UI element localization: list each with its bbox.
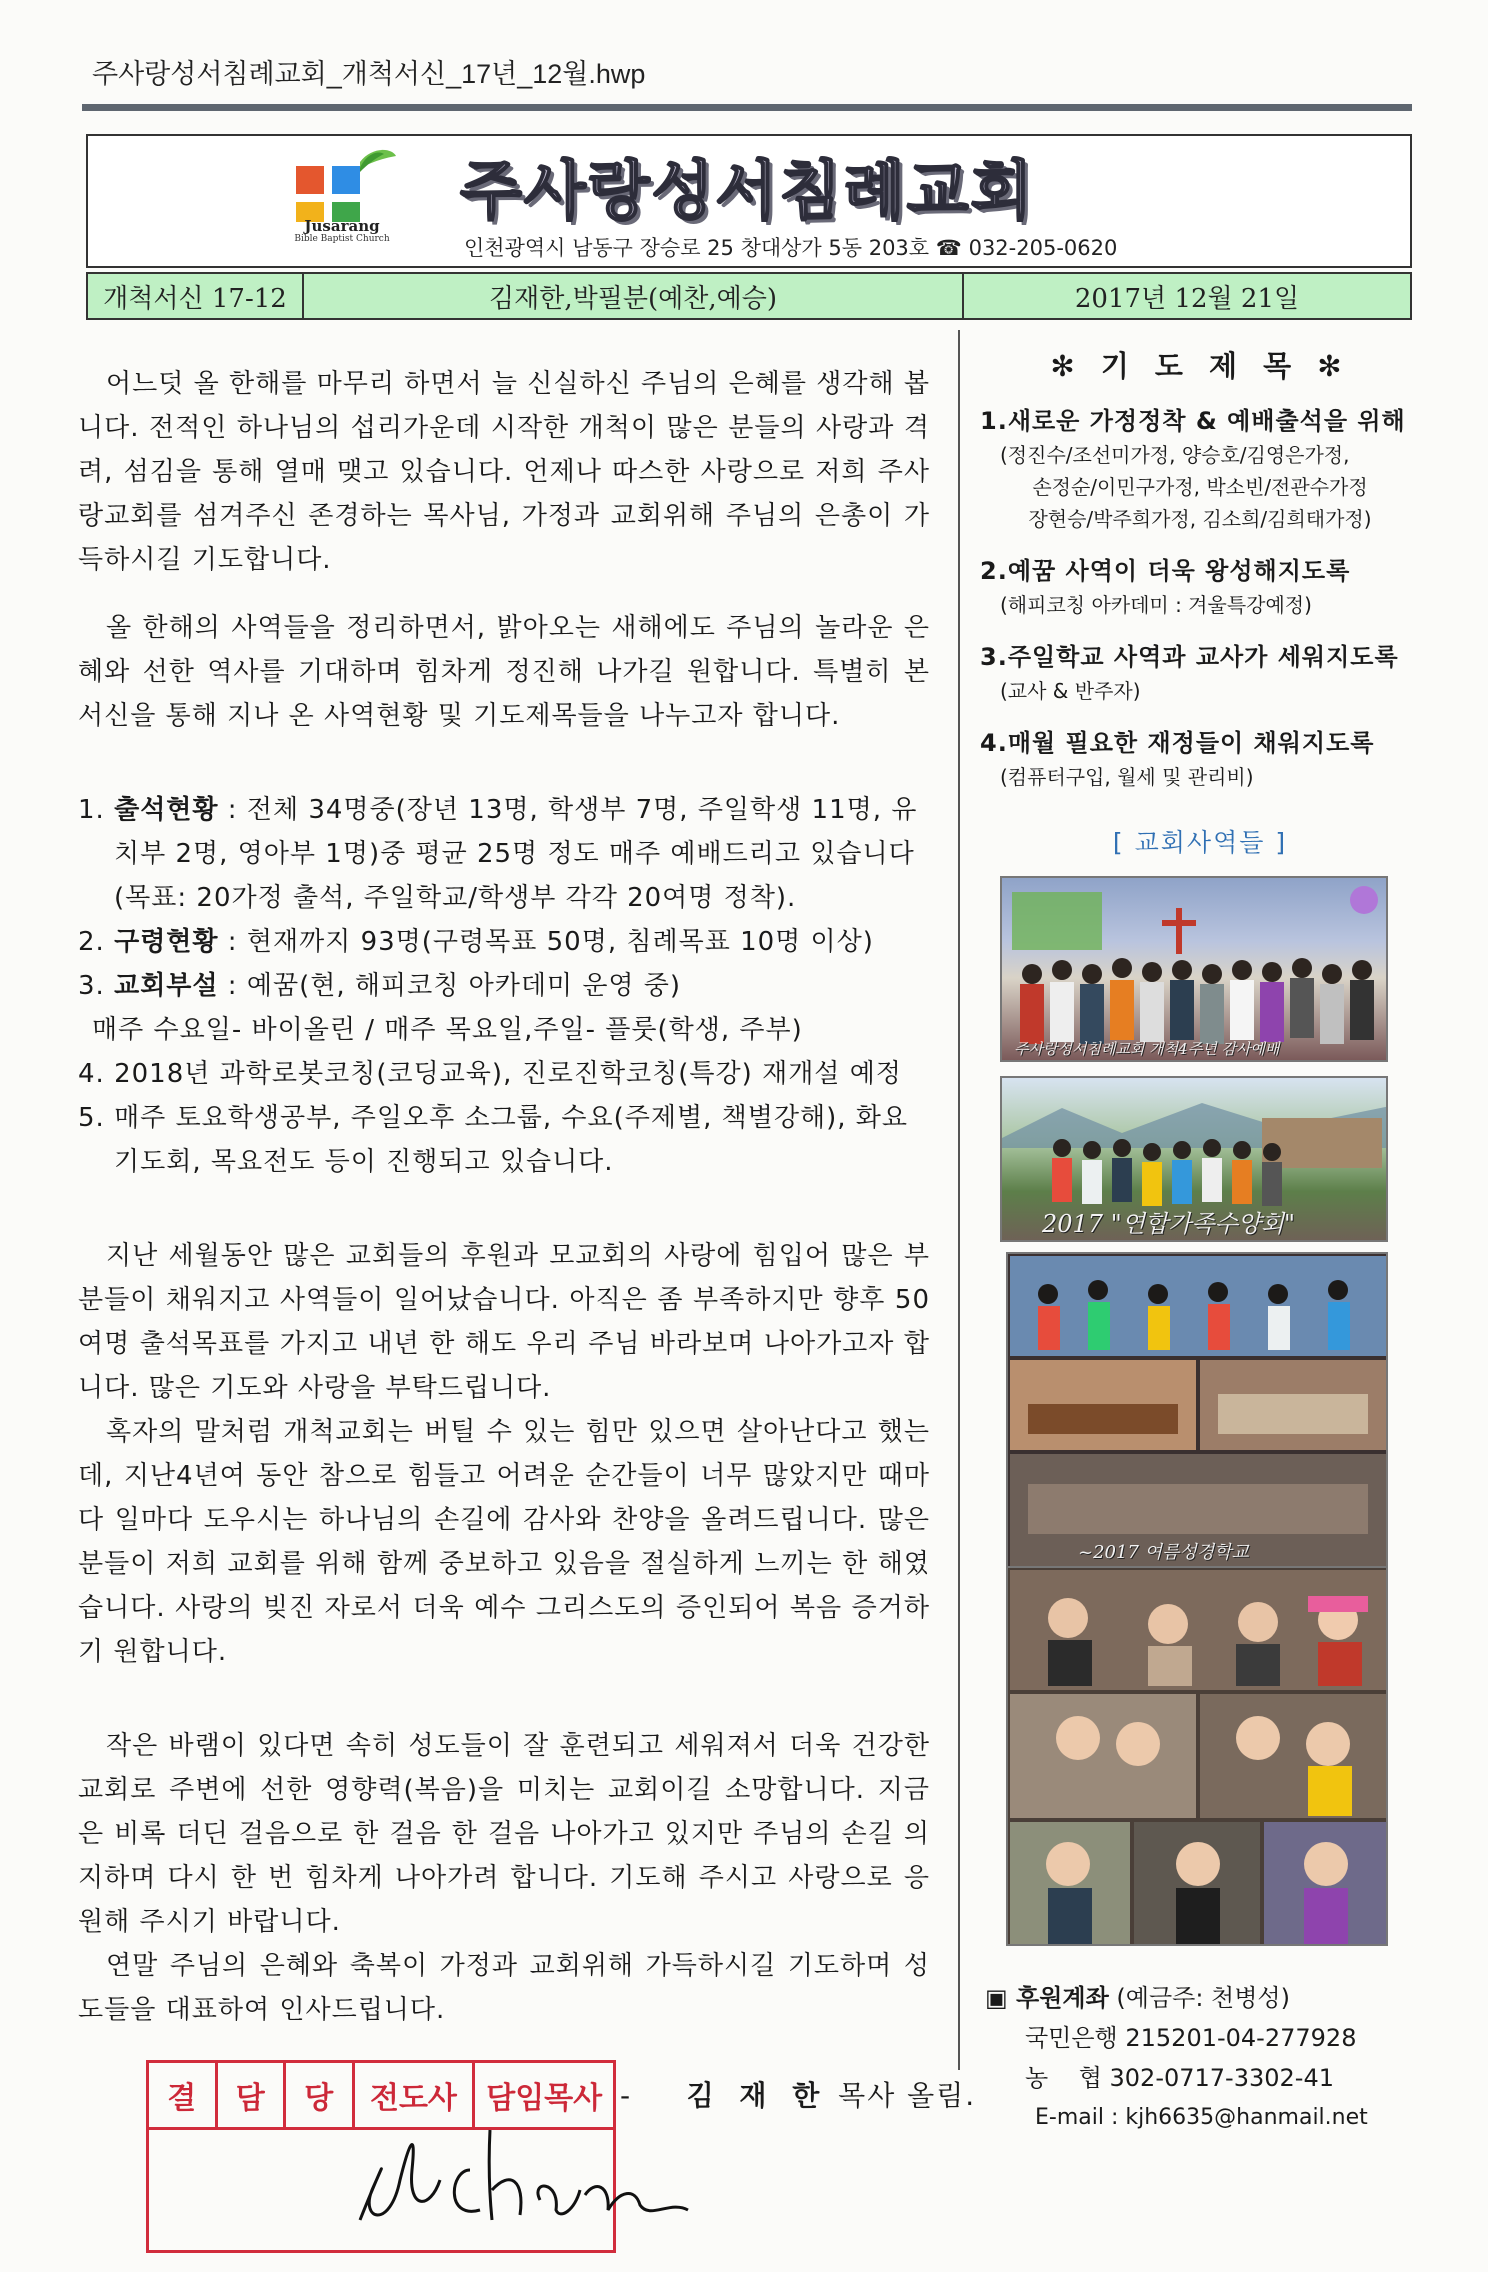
header-rule (82, 104, 1412, 111)
stamp-cell: 담 (218, 2063, 287, 2127)
signature-line (620, 2074, 976, 2114)
status-item-affiliate (78, 964, 930, 1008)
account-nonghyup: 농 협 302-0717-3302-41 (1025, 2064, 1334, 2092)
file-name: 주사랑성서침례교회_개척서신_17년_12월.hwp (92, 59, 646, 89)
issue-info-bar (86, 272, 1412, 320)
prayer-head: 3.주일학교 사역과 교사가 세워지도록 (980, 643, 1399, 671)
handwritten-signature (320, 2110, 700, 2240)
prayer-sub: 장현승/박주희가정, 김소희/김희태가정) (1028, 507, 1372, 531)
photo-scene (1008, 1568, 1388, 1946)
photo-caption-2: 2017 "연합가족수양회" (1042, 1210, 1296, 1238)
email-address: E-mail : kjh6635@hanmail.net (1035, 2105, 1368, 2130)
column-divider (958, 330, 960, 2070)
photo-scene (1002, 878, 1388, 1062)
paragraph-1: 어느덧 올 한해를 마무리 하면서 늘 신실하신 주님의 은혜를 생각해 봅니다. 전적인 하나님의 섭리가운데 시작한 개척이 많은 분들의 사랑과 격려, 섬김을 통해 열매 맺고 있습니다. 언제나 따스한 사랑으로 저희 주사랑교회를 섬겨주신 존경하는 목사님, 가정과 교회위해 주님의 은총이 가득하시길 기도합니다. (78, 369, 930, 575)
prayer-item-4 (980, 725, 1420, 793)
paragraph-5: 작은 바램이 있다면 속히 성도들이 잘 훈련되고 세워져서 더욱 건강한 교회로 주변에 선한 영향력(복음)을 미치는 교회이길 소망합니다. 지금은 비록 더딘 걸음으로 한 걸음 한 걸음 나아가고 있지만 주님의 손길 의지하며 다시 한 번 힘차게 나아가려 합니다. 기도해 주시고 사랑으로 응원해 주시기 바랍니다. (78, 1731, 930, 1937)
prayer-sub: (해피코칭 아카데미 : 겨울특강예정) (1000, 593, 1312, 617)
photo-caption-3: ~2017 여름성경학교 (1078, 1542, 1249, 1563)
stamp-cell: 당 (286, 2063, 355, 2127)
prayer-sub: (교사 & 반주자) (1000, 679, 1141, 703)
paragraph-3: 지난 세월동안 많은 교회들의 후원과 모교회의 사랑에 힘입어 많은 부분들이 채워지고 사역들이 일어났습니다. 아직은 좀 부족하지만 향후 50여명 출석목표를 가지고 내년 한 해도 우리 주님 바라보며 나아가고자 합니다. 많은 기도와 사랑을 부탁드립니다. (78, 1241, 930, 1403)
photo-caption-1: 주사랑성서침례교회 개척4주년 감사예배 (1014, 1040, 1280, 1058)
prayer-sub: 손정순/이민구가정, 박소빈/전관수가정 (1032, 475, 1368, 499)
item-heading: 구령현황 (114, 927, 219, 957)
account-icon: ▣ (985, 1984, 1008, 2012)
sidebar (980, 330, 1420, 859)
item-text: : 현재까지 93명(구령목표 50명, 침례목표 10명 이상) (218, 927, 874, 957)
logo-line1: Jusarang (304, 217, 380, 235)
prayer-item-3 (980, 639, 1420, 707)
account-heading: 후원계좌 (1016, 1984, 1109, 2012)
status-item-weekly: 5. 매주 토요학생공부, 주일오후 소그룹, 수요(주제별, 책별강해), 화요기도회, 목요전도 등이 진행되고 있습니다. (78, 1103, 909, 1177)
item-number: 1. (78, 795, 105, 825)
paragraph-4: 혹자의 말처럼 개척교회는 버틸 수 있는 힘만 있으면 살아난다고 했는데, 지난4년여 동안 참으로 힘들고 어려운 순간들이 너무 많았지만 때마다 일마다 도우시는 하나님의 손길에 감사와 찬양을 올려드립니다. 많은 분들이 저희 교회를 위해 함께 중보하고 있음을 절실하게 느끼는 한 해였습니다. 사랑의 빚진 자로서 더욱 예수 그리스도의 증인되어 복음 증거하기 원합니다. (78, 1417, 930, 1667)
sign-dash: - (620, 2079, 633, 2112)
stamp-cell: 전도사 (355, 2063, 476, 2127)
stamp-cell: 결 (149, 2063, 218, 2127)
letter-body (78, 362, 930, 2032)
prayer-sub: (컴퓨터구입, 월세 및 관리비) (1000, 765, 1254, 789)
item-number: 2. (78, 927, 105, 957)
ministry-title: [ 교회사역들 ] (1112, 828, 1288, 857)
photo-family-retreat (1000, 1076, 1388, 1242)
account-kookmin: 국민은행 215201-04-277928 (1025, 2024, 1357, 2052)
prayer-title: ✻ 기 도 제 목 ✻ (1050, 349, 1350, 383)
item-heading: 출석현황 (114, 795, 219, 825)
account-holder: (예금주: 천병성) (1108, 1984, 1290, 2012)
photo-anniversary-service (1000, 876, 1388, 1062)
sign-suffix: 목사 올림. (827, 2079, 977, 2112)
logo-line2: Bible Baptist Church (294, 234, 390, 244)
prayer-item-2 (980, 553, 1420, 621)
item-heading: 교회부설 (114, 971, 219, 1001)
prayer-item-1 (980, 403, 1420, 535)
status-item-2018: 4. 2018년 과학로봇코칭(코딩교육), 진로진학코칭(특강) 재개설 예정 (78, 1059, 902, 1089)
logo-text (256, 218, 428, 245)
paragraph-6: 연말 주님의 은혜와 축복이 가정과 교회위해 가득하시길 기도하며 성도들을 대표하여 인사드립니다. (78, 1951, 930, 2025)
issue-authors: 김재한,박필분(예찬,예승) (304, 274, 964, 318)
church-address: 인천광역시 남동구 장승로 25 창대상가 5동 203호 ☎ 032-205-0620 (464, 236, 1118, 260)
pastor-name: 김 재 한 (686, 2079, 828, 2112)
prayer-head: 1.새로운 가정정착 & 예배출석을 위해 (980, 407, 1406, 435)
support-account (985, 1978, 1405, 2138)
photo-scene (1008, 1254, 1388, 1568)
stamp-cell: 담임목사 (486, 2081, 603, 2116)
issue-number: 개척서신 17-12 (88, 274, 304, 318)
prayer-head: 4.매월 필요한 재정들이 채워지도록 (980, 729, 1375, 757)
item-number: 3. (78, 971, 105, 1001)
photo-collage-vbs (1006, 1252, 1388, 1568)
status-item-evangelism (78, 920, 930, 964)
status-item-attendance (78, 788, 930, 920)
prayer-head: 2.예꿈 사역이 더욱 왕성해지도록 (980, 557, 1351, 585)
issue-date: 2017년 12월 21일 (1074, 283, 1300, 314)
item-text: : 전체 34명중(장년 13명, 학생부 7명, 주일학생 11명, 유치부 2명, 영아부 1명)중 평균 25명 정도 매주 예배드리고 있습니다(목표: 20가정 출석, 주일학교/학생부 각각 20여명 정착). (114, 795, 918, 913)
church-name: 주사랑성서침례교회 (460, 155, 1035, 229)
status-list (78, 788, 930, 1184)
status-item-affiliate-detail: 매주 수요일- 바이올린 / 매주 목요일,주일- 플룻(학생, 주부) (92, 1015, 803, 1045)
item-text: : 예꿈(현, 해피코칭 아카데미 운영 중) (218, 971, 682, 1001)
prayer-sub: (정진수/조선미가정, 양승호/김영은가정, (1000, 443, 1350, 467)
paragraph-2: 올 한해의 사역들을 정리하면서, 밝아오는 새해에도 주님의 놀라운 은혜와 선한 역사를 기대하며 힘차게 정진해 나가길 원합니다. 특별히 본 서신을 통해 지나 온 사역현황 및 기도제목들을 나누고자 합니다. (78, 613, 930, 731)
photo-collage-women (1006, 1566, 1388, 1946)
